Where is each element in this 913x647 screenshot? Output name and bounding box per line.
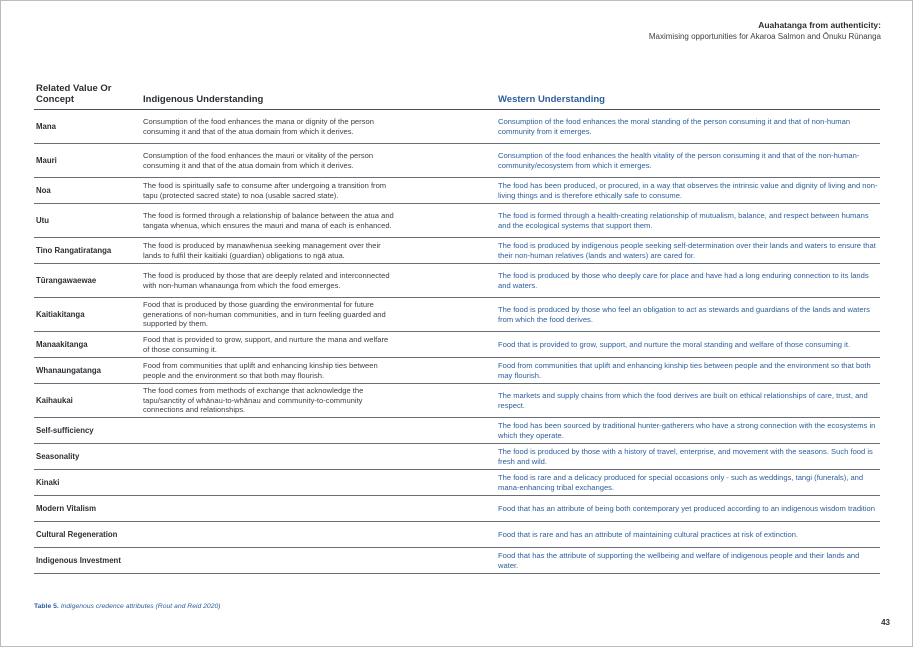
credence-table (34, 83, 880, 574)
column-header-western: Western Understanding (496, 83, 880, 110)
row-concept: Mauri (34, 144, 141, 178)
row-indigenous (141, 522, 496, 548)
row-concept: Modern Vitalism (34, 496, 141, 522)
row-western: The food is rare and a delicacy produced for special occasions only - such as weddings, tangi (funerals), and mana-enhancing tribal exchanges. (496, 470, 880, 496)
row-concept: Cultural Regeneration (34, 522, 141, 548)
row-indigenous: Food that is provided to grow, support, and nurture the mana and welfare of those consuming it. (141, 332, 496, 358)
row-western: Food from communities that uplift and enhancing kinship ties between people and the environment so that both may flourish. (496, 358, 880, 384)
table-row (34, 144, 880, 178)
row-concept: Kaihaukai (34, 384, 141, 418)
row-indigenous (141, 548, 496, 574)
row-concept: Tino Rangatiratanga (34, 238, 141, 264)
table-row (34, 358, 880, 384)
row-western: Food that has an attribute of being both contemporary yet produced according to an indigenous wisdom tradition (496, 496, 880, 522)
table-body (34, 110, 880, 574)
row-concept: Mana (34, 110, 141, 144)
table-row (34, 418, 880, 444)
row-indigenous: The food is formed through a relationship of balance between the atua and tangata whenua, which ensures the mauri and mana of each is enhanced. (141, 204, 496, 238)
page-number: 43 (881, 618, 890, 627)
row-indigenous (141, 444, 496, 470)
row-indigenous: Food that is produced by those guarding the environmental for future generations of non-human communities, and in turn feeling guarded and supported by them. (141, 298, 496, 332)
row-concept: Tūrangawaewae (34, 264, 141, 298)
row-concept: Utu (34, 204, 141, 238)
table-header-row (34, 83, 880, 110)
table-row (34, 496, 880, 522)
row-concept: Seasonality (34, 444, 141, 470)
row-indigenous: Consumption of the food enhances the mauri or vitality of the person consuming it and that of the atua domain from which it derives. (141, 144, 496, 178)
table-row (34, 204, 880, 238)
row-concept: Self-sufficiency (34, 418, 141, 444)
row-western: The food is produced by those who deeply care for place and have had a long enduring connection to its lands and waters. (496, 264, 880, 298)
row-indigenous: The food comes from methods of exchange that acknowledge the tapu/sanctity of whānau-to-whānau and community-to-community connections and relationships. (141, 384, 496, 418)
row-western: The food is produced by indigenous people seeking self-determination over their lands and waters to ensure that their non-human relatives (lands and waters) are cared for. (496, 238, 880, 264)
row-concept: Kinaki (34, 470, 141, 496)
row-indigenous: The food is produced by those that are deeply related and interconnected with non-human whanaunga from which the food emerges. (141, 264, 496, 298)
row-concept: Manaakitanga (34, 332, 141, 358)
row-western: The food is produced by those with a history of travel, enterprise, and movement with the seasons. Such food is fresh and wild. (496, 444, 880, 470)
row-indigenous: Consumption of the food enhances the mana or dignity of the person consuming it and that of the atua domain from which it derives. (141, 110, 496, 144)
table-row (34, 264, 880, 298)
header-subtitle: Maximising opportunities for Akaroa Salmon and Ōnuku Rūnanga (648, 32, 881, 41)
table-row (34, 178, 880, 204)
row-western: Consumption of the food enhances the moral standing of the person consuming it and that of non-human community from it emerges. (496, 110, 880, 144)
credence-table-wrapper (34, 83, 880, 574)
row-concept: Noa (34, 178, 141, 204)
row-western: Food that is rare and has an attribute of maintaining cultural practices at risk of extinction. (496, 522, 880, 548)
row-indigenous: The food is spiritually safe to consume after undergoing a transition from tapu (protected sacred state) to noa (usable sacred state). (141, 178, 496, 204)
row-western: The food has been sourced by traditional hunter-gatherers who have a strong connection with the ecosystems in which they operate. (496, 418, 880, 444)
table-row (34, 238, 880, 264)
row-concept: Kaitiakitanga (34, 298, 141, 332)
header-title: Auahatanga from authenticity: (758, 20, 881, 30)
row-indigenous: The food is produced by manawhenua seeking management over their lands to fulfil their kaitiaki (guardian) obligations to ngā atua. (141, 238, 496, 264)
row-western: The food is formed through a health-creating relationship of mutualism, balance, and respect between humans and the ecological systems that support them. (496, 204, 880, 238)
table-row (34, 444, 880, 470)
row-western: Consumption of the food enhances the health vitality of the person consuming it and that of the non-human-community/ecosystem from which it emerges. (496, 144, 880, 178)
row-indigenous (141, 470, 496, 496)
row-concept: Whanaungatanga (34, 358, 141, 384)
row-western: Food that is provided to grow, support, and nurture the moral standing and welfare of those consuming it. (496, 332, 880, 358)
row-indigenous (141, 496, 496, 522)
table-caption (34, 603, 221, 610)
caption-body: Indigenous credence attributes (Rout and Reid 2020) (60, 603, 221, 610)
row-western: The markets and supply chains from which the food derives are built on ethical relationships of care, trust, and respect. (496, 384, 880, 418)
row-western: The food has been produced, or procured, in a way that observes the intrinsic value and dignity of living and non-living things and is therefore ethically safe to consume. (496, 178, 880, 204)
row-indigenous: Food from communities that uplift and enhancing kinship ties between people and the environment so that both may flourish. (141, 358, 496, 384)
row-concept: Indigenous Investment (34, 548, 141, 574)
table-row (34, 384, 880, 418)
table-row (34, 110, 880, 144)
table-row (34, 548, 880, 574)
caption-lead: Table 5. (34, 603, 59, 610)
page-header (649, 20, 881, 41)
row-indigenous (141, 418, 496, 444)
table-row (34, 332, 880, 358)
column-header-indigenous: Indigenous Understanding (141, 83, 496, 110)
row-western: Food that has the attribute of supporting the wellbeing and welfare of indigenous people and their lands and water. (496, 548, 880, 574)
table-row (34, 298, 880, 332)
table-row (34, 522, 880, 548)
table-row (34, 470, 880, 496)
column-header-concept: Related Value Or Concept (34, 83, 141, 110)
row-western: The food is produced by those who feel an obligation to act as stewards and guardians of the lands and waters from which the food derives. (496, 298, 880, 332)
